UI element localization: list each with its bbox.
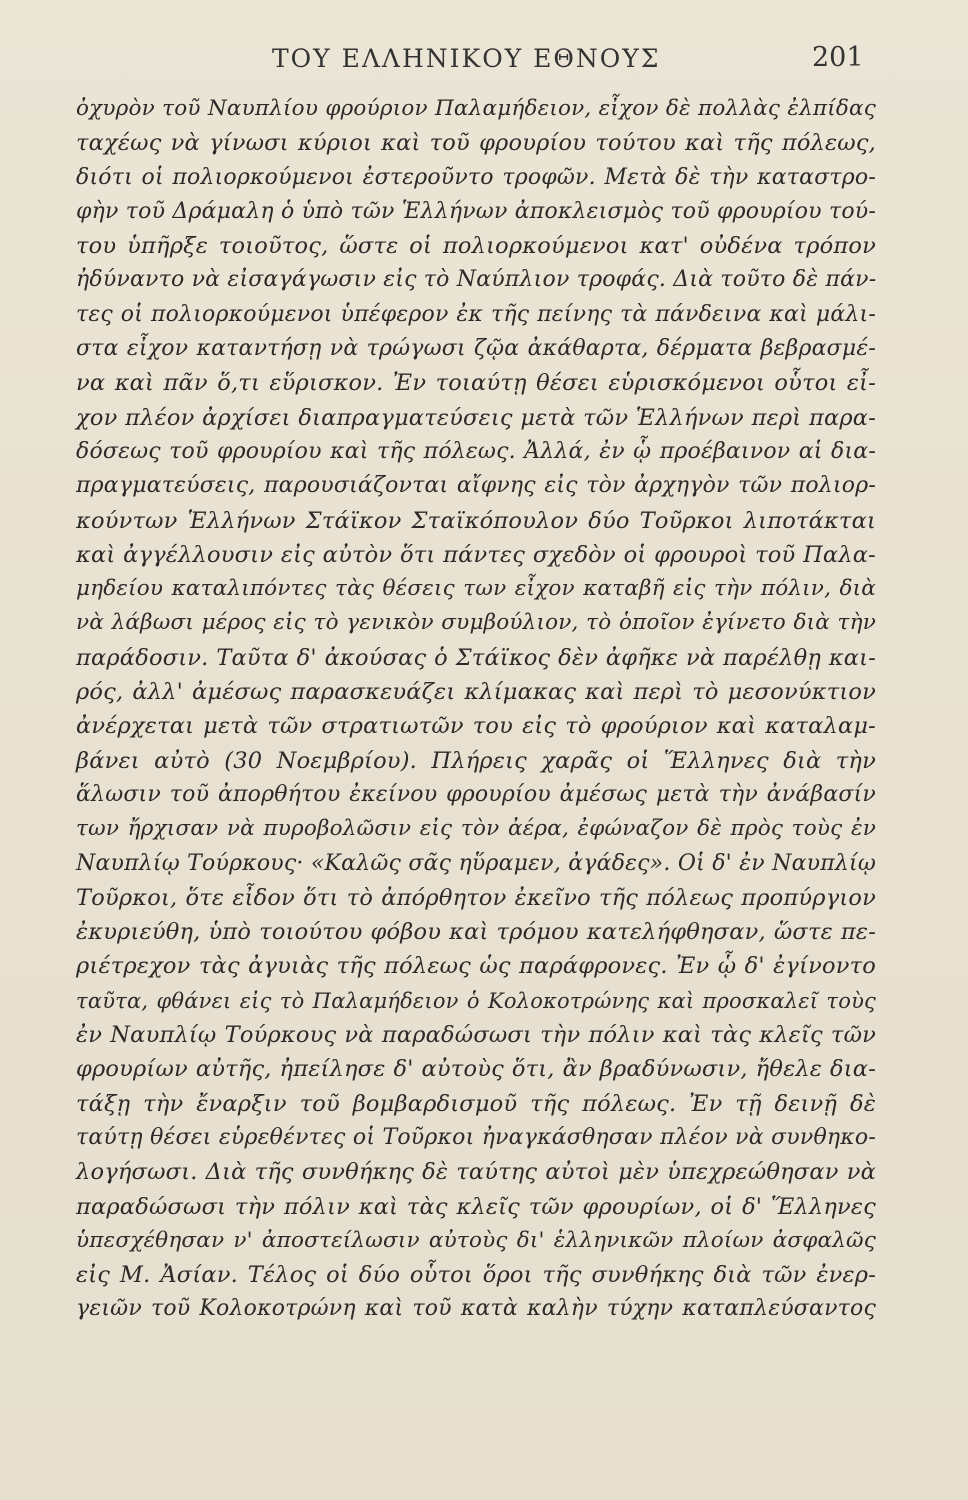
- text-line: ὑπεσχέθησαν ν' ἀποστείλωσιν αὐτοὺς δι' ἑλληνικῶν πλοίων ἀσφαλῶς: [76, 1227, 876, 1253]
- text-line: να καὶ πᾶν ὅ,τι εὕρισκον. Ἐν τοιαύτῃ θέσει εὑρισκόμενοι οὗτοι εἶ-: [76, 370, 876, 397]
- text-line: ἀνέρχεται μετὰ τῶν στρατιωτῶν του εἰς τὸ φρούριον καὶ καταλαμ-: [76, 713, 876, 740]
- text-line: ὀχυρὸν τοῦ Ναυπλίου φρούριον Παλαμήδειον, εἶχον δὲ πολλὰς ἐλπίδας: [76, 96, 876, 121]
- text-line: πραγματεύσεις, παρουσιάζονται αἴφνης εἰς τὸν ἀρχηγὸν τῶν πολιορ-: [76, 473, 876, 499]
- page-number: 201: [812, 42, 864, 73]
- text-line: τες οἱ πολιορκούμενοι ὑπέφερον ἐκ τῆς πείνης τὰ πάνδεινα καὶ μάλι-: [76, 301, 876, 327]
- text-line: ἐν Ναυπλίῳ Τούρκους νὰ παραδώσωσι τὴν πόλιν καὶ τὰς κλεῖς τῶν: [76, 1022, 876, 1049]
- text-line: στα εἶχον καταντήσῃ νὰ τρώγωσι ζῷα ἀκάθαρτα, δέρματα βεβρασμέ-: [76, 336, 876, 362]
- text-line: εἰς Μ. Ἀσίαν. Τέλος οἱ δύο οὗτοι ὅροι τῆς συνθήκης διὰ τῶν ἐνερ-: [76, 1262, 876, 1289]
- text-line: ἠδύναντο νὰ εἰσαγάγωσιν εἰς τὸ Ναύπλιον τροφάς. Διὰ τοῦτο δὲ πάν-: [76, 267, 877, 293]
- text-line: δόσεως τοῦ φρουρίου καὶ τῆς πόλεως. Ἀλλά, ἐν ᾧ προέβαινον αἱ δια-: [76, 438, 876, 464]
- body-text: [76, 92, 876, 1327]
- text-line: Τοῦρκοι, ὅτε εἶδον ὅτι τὸ ἀπόρθητον ἐκεῖνο τῆς πόλεως προπύργιον: [76, 884, 876, 911]
- text-line: των ἤρχισαν νὰ πυροβολῶσιν εἰς τὸν ἀέρα, ἐφώναζον δὲ πρὸς τοὺς ἐν: [76, 816, 876, 842]
- text-line: νὰ λάβωσι μέρος εἰς τὸ γενικὸν συμβούλιον, τὸ ὁποῖον ἐγίνετο διὰ τὴν: [76, 610, 876, 636]
- text-line: φὴν τοῦ Δράμαλη ὁ ὑπὸ τῶν Ἑλλήνων ἀποκλεισμὸς τοῦ φρουρίου τού-: [76, 198, 876, 224]
- text-line: ρός, ἀλλ' ἀμέσως παρασκευάζει κλίμακας καὶ περὶ τὸ μεσονύκτιον: [76, 679, 876, 706]
- text-line: του ὑπῆρξε τοιοῦτος, ὥστε οἱ πολιορκούμενοι κατ' οὐδένα τρόπον: [76, 233, 876, 260]
- text-line: ἐκυριεύθη, ὑπὸ τοιούτου φόβου καὶ τρόμου κατελήφθησαν, ὥστε πε-: [76, 919, 876, 946]
- text-line: ἅλωσιν τοῦ ἀπορθήτου ἐκείνου φρουρίου ἀμέσως μετὰ τὴν ἀνάβασίν: [76, 781, 876, 807]
- text-line: ταῦτα, φθάνει εἰς τὸ Παλαμήδειον ὁ Κολοκοτρώνης καὶ προσκαλεῖ τοὺς: [76, 988, 876, 1013]
- text-line: βάνει αὐτὸ (30 Νοεμβρίου). Πλήρεις χαρᾶς οἱ Ἕλληνες διὰ τὴν: [76, 747, 876, 774]
- text-line: παράδοσιν. Ταῦτα δ' ἀκούσας ὁ Στάϊκος δὲν ἀφῆκε νὰ παρέλθῃ και-: [76, 644, 876, 671]
- text-line: μηδείου καταλιπόντες τὰς θέσεις των εἶχον καταβῆ εἰς τὴν πόλιν, διὰ: [76, 576, 876, 602]
- page-header: [0, 40, 968, 80]
- text-line: γειῶν τοῦ Κολοκοτρώνη καὶ τοῦ κατὰ καλὴν τύχην καταπλεύσαντος: [76, 1296, 876, 1322]
- text-line: τάξῃ τὴν ἔναρξιν τοῦ βομβαρδισμοῦ τῆς πόλεως. Ἐν τῇ δεινῇ δὲ: [76, 1090, 876, 1117]
- text-line: Ναυπλίῳ Τούρκους· «Καλῶς σᾶς ηὕραμεν, ἀγάδες». Οἱ δ' ἐν Ναυπλίῳ: [76, 850, 876, 876]
- text-line: λογήσωσι. Διὰ τῆς συνθήκης δὲ ταύτης αὐτοὶ μὲν ὑπεχρεώθησαν νὰ: [76, 1159, 876, 1186]
- text-line: διότι οἱ πολιορκούμενοι ἐστεροῦντο τροφῶν. Μετὰ δὲ τὴν καταστρο-: [76, 164, 876, 190]
- running-title: ΤΟΥ ΕΛΛΗΝΙΚΟΥ ΕΘΝΟΥΣ: [272, 44, 661, 73]
- text-line: κούντων Ἑλλήνων Στάϊκον Σταϊκόπουλον δύο Τοῦρκοι λιποτάκται: [76, 507, 876, 534]
- text-line: φρουρίων αὐτῆς, ἠπείλησε δ' αὐτοὺς ὅτι, ἂν βραδύνωσιν, ἤθελε δια-: [76, 1056, 876, 1083]
- text-line: ριέτρεχον τὰς ἀγυιὰς τῆς πόλεως ὡς παράφρονες. Ἐν ᾧ δ' ἐγίνοντο: [76, 953, 876, 980]
- text-line: ταύτῃ θέσει εὑρεθέντες οἱ Τοῦρκοι ἠναγκάσθησαν πλέον νὰ συνθηκο-: [76, 1124, 876, 1150]
- text-line: παραδώσωσι τὴν πόλιν καὶ τὰς κλεῖς τῶν φρουρίων, οἱ δ' Ἕλληνες: [76, 1193, 876, 1220]
- text-line: χον πλέον ἀρχίσει διαπραγματεύσεις μετὰ τῶν Ἑλλήνων περὶ παρα-: [76, 404, 876, 431]
- text-line: ταχέως νὰ γίνωσι κύριοι καὶ τοῦ φρουρίου τούτου καὶ τῆς πόλεως,: [76, 130, 876, 157]
- text-line: καὶ ἀγγέλλουσιν εἰς αὐτὸν ὅτι πάντες σχεδὸν οἱ φρουροὶ τοῦ Παλα-: [76, 541, 876, 568]
